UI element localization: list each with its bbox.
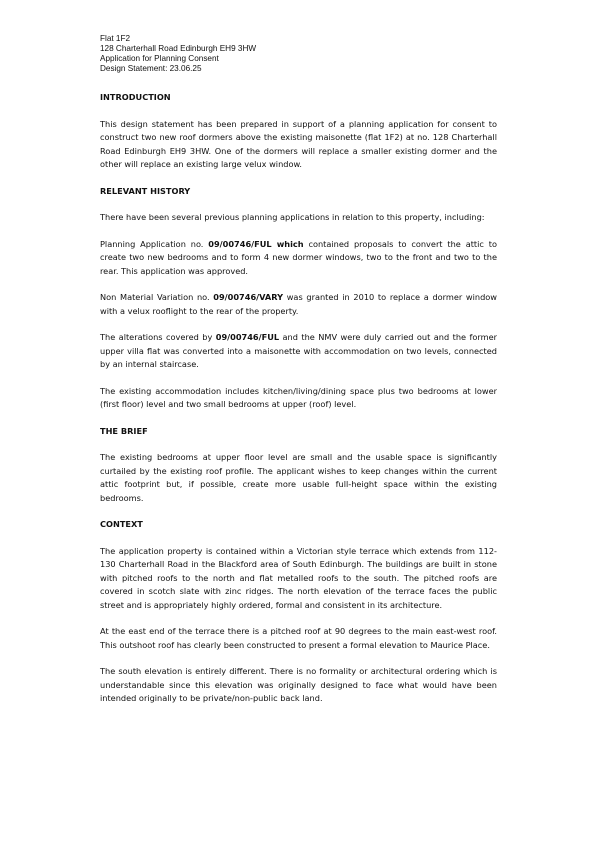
heading-introduction: INTRODUCTION bbox=[100, 92, 171, 102]
brief-paragraph: The existing bedrooms at upper floor level are small and the usable space is significantly curtailed by the existing roof profile. The applicant wishes to keep changes within the current attic footprint but, if possible, create more usable full-height space within the existing bedrooms. bbox=[100, 452, 497, 503]
section-relevant-history bbox=[100, 185, 497, 412]
text-run: and the NMV were duly carried out and the former upper villa flat was converted into a maisonette with accommodation on two levels, connected by an internal staircase. bbox=[100, 332, 497, 369]
text-run: was granted in 2010 to replace a dormer window with a velux rooflight to the rear of the property. bbox=[100, 292, 497, 316]
history-paragraph-2 bbox=[100, 238, 497, 279]
document-body bbox=[100, 91, 497, 719]
header-address: 128 Charterhall Road Edinburgh EH9 3HW bbox=[100, 44, 257, 53]
application-reference: 09/00746/FUL bbox=[215, 332, 280, 342]
header-flat: Flat 1F2 bbox=[100, 34, 131, 43]
text-run: Planning Application no. bbox=[100, 238, 209, 249]
header-application: Application for Planning Consent bbox=[100, 54, 219, 63]
text-run: contained proposals to convert the attic to create two new bedrooms and to form 4 new dormer windows, two to the front and two to the rear. This application was approved. bbox=[100, 238, 497, 276]
header-date: Design Statement: 23.06.25 bbox=[100, 64, 202, 73]
heading-relevant-history: RELEVANT HISTORY bbox=[100, 185, 191, 196]
history-paragraph-5: The existing accommodation includes kitchen/living/dining space plus two bedrooms at lower (first floor) level and two small bedrooms at upper (roof) level. bbox=[100, 385, 497, 409]
context-paragraph-3: The south elevation is entirely different. There is no formality or architectural ordering which is understandable since this elevation was originally designed to face what would have been intended originally to be private/non-public back land. bbox=[100, 666, 497, 703]
history-paragraph-3 bbox=[100, 291, 497, 318]
intro-paragraph: This design statement has been prepared in support of a planning application for consent to construct two new roof dormers above the existing maisonette (flat 1F2) at no. 128 Charterhall Road Edinburgh EH9 3HW. One of the dormers will replace a smaller existing dormer and the other will replace an existing large velux window. bbox=[100, 118, 497, 169]
variation-reference: 09/00746/VARY bbox=[213, 292, 284, 302]
context-paragraph-2: At the east end of the terrace there is a pitched roof at 90 degrees to the main east-west roof. This outshoot roof has clearly been constructed to present a formal elevation to Maurice Place. bbox=[100, 626, 497, 650]
application-reference: 09/00746/FUL which bbox=[208, 238, 304, 249]
text-run: Non Material Variation no. bbox=[100, 292, 214, 302]
section-the-brief bbox=[100, 425, 497, 506]
history-paragraph-1: There have been several previous planning applications in relation to this property, including: bbox=[100, 212, 485, 222]
context-paragraph-1: The application property is contained within a Victorian style terrace which extends from 112-130 Charterhall Road in the Blackford area of South Edinburgh. The buildings are built in stone with pitched roofs to the north and flat metalled roofs to the south. The pitched roofs are covered in scotch slate with zinc ridges. The north elevation of the terrace faces the public street and is appropriately highly ordered, formal and consistent in its architecture. bbox=[100, 545, 497, 610]
heading-context: CONTEXT bbox=[100, 519, 143, 529]
section-introduction bbox=[100, 91, 497, 172]
section-context bbox=[100, 518, 497, 706]
document-header bbox=[100, 34, 256, 74]
history-paragraph-4 bbox=[100, 331, 497, 372]
text-run: The alterations covered by bbox=[100, 332, 216, 342]
heading-the-brief: THE BRIEF bbox=[100, 425, 148, 436]
